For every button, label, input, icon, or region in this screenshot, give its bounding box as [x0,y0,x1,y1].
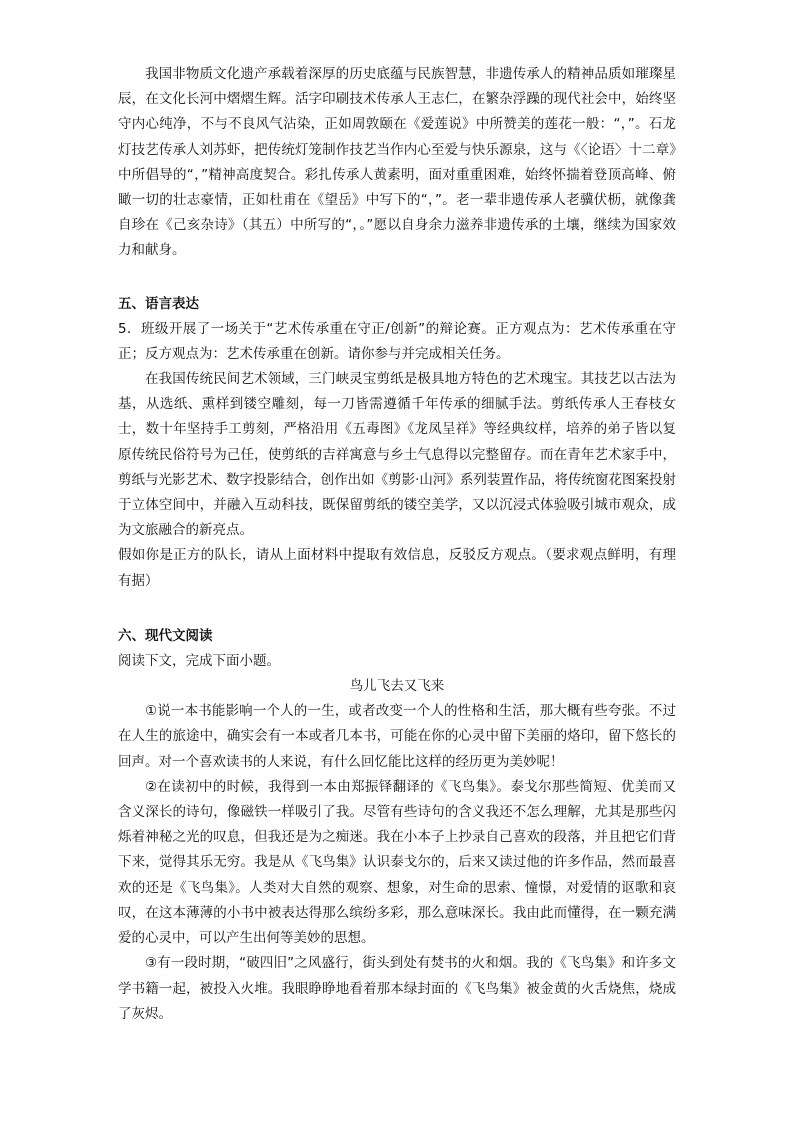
intro-paragraph: 我国非物质文化遗产承载着深厚的历史底蕴与民族智慧，非遗传承人的精神品质如璀璨星辰，在文化长河中熠熠生辉。活字印刷技术传承人王志仁，在繁杂浮躁的现代社会中，始终坚守内心纯净，不与不良风气沾染，正如周敦颐在《爱莲说》中所赞美的莲花一般：“，”。石龙灯技艺传承人刘苏虾，把传统灯笼制作技艺当作内心至爱与快乐源泉，这与《〈论语〉十二章》中所倡导的“，”精神高度契合。彩扎传承人黄素明，面对重重困难，始终怀揣着登顶高峰、俯瞰一切的壮志豪情，正如杜甫在《望岳》中写下的“，”。老一辈非遗传承人老骥伏枥，就像龚自珍在《己亥杂诗》（其五）中所写的“，。”愿以自身余力滋养非遗传承的土壤，继续为国家效力和献身。 [118,66,676,259]
section5-material: 在我国传统民间艺术领域，三门峡灵宝剪纸是极具地方特色的艺术瑰宝。其技艺以古法为基，从选纸、熏样到镂空雕刻，每一刀皆需遵循千年传承的细腻手法。剪纸传承人王春枝女士，数十年坚持手工剪刻，严格沿用《五毒图》《龙凤呈祥》等经典纹样，培养的弟子皆以复原传统民俗符号为己任，使剪纸的吉祥寓意与乡土气息得以完整留存。而在青年艺术家手中，剪纸与光影艺术、数字投影结合，创作出如《剪影·山河》系列装置作品，将传统窗花图案投射于立体空间中，并融入互动科技，既保留剪纸的镂空美学，又以沉浸式体验吸引城市观众，成为文旅融合的新亮点。 [118,371,676,539]
section5-heading: 五、语言表达 [118,295,199,312]
section6-instruction: 阅读下文，完成下面小题。 [118,652,280,669]
article-paragraph-1: ①说一本书能影响一个人的一生，或者改变一个人的性格和生活，那大概有些夸张。不过在人生的旅途中，确实会有一本或者几本书，可能在你的心灵中留下美丽的烙印，留下悠长的回声。对一个喜欢读书的人来说，有什么回忆能比这样的经历更为美妙呢！ [118,703,676,770]
section5-question: 5．班级开展了一场关于“艺术传承重在守正/创新”的辩论赛。正方观点为：艺术传承重在守正；反方观点为：艺术传承重在创新。请你参与并完成相关任务。 [118,320,676,362]
article-paragraph-2: ②在读初中的时候，我得到一本由郑振铎翻译的《飞鸟集》。泰戈尔那些简短、优美而又含义深长的诗句，像磁铁一样吸引了我。尽管有些诗句的含义我还不怎么理解，尤其是那些闪烁着神秘之光的叹息，但我还是为之痴迷。我在小本子上抄录自己喜欢的段落，并且把它们背下来，觉得其乐无穷。我是从《飞鸟集》认识泰戈尔的，后来又读过他的许多作品，然而最喜欢的还是《飞鸟集》。人类对大自然的观察、想象，对生命的思索、憧憬，对爱情的讴歌和哀叹，在这本薄薄的小书中被表达得那么缤纷多彩，那么意味深长。我由此而懂得，在一颗充满爱的心灵中，可以产生出何等美妙的思想。 [118,778,676,947]
article-title: 鸟儿飞去又飞来 [349,678,445,695]
spacer [118,594,676,624]
document-page [118,62,676,1027]
spacer [118,264,676,292]
article-paragraph-3: ③有一段时期，“破四旧”之风盛行，街头到处有焚书的火和烟。我的《飞鸟集》和许多文学书籍一起，被投入火堆。我眼睁睁地看着那本绿封面的《飞鸟集》被金黄的火舌烧焦，烧成了灰烬。 [118,955,676,1022]
section5-task: 假如你是正方的队长，请从上面材料中提取有效信息，反驳反方观点。（要求观点鲜明，有理有据） [118,547,676,589]
section6-heading: 六、现代文阅读 [118,627,213,644]
